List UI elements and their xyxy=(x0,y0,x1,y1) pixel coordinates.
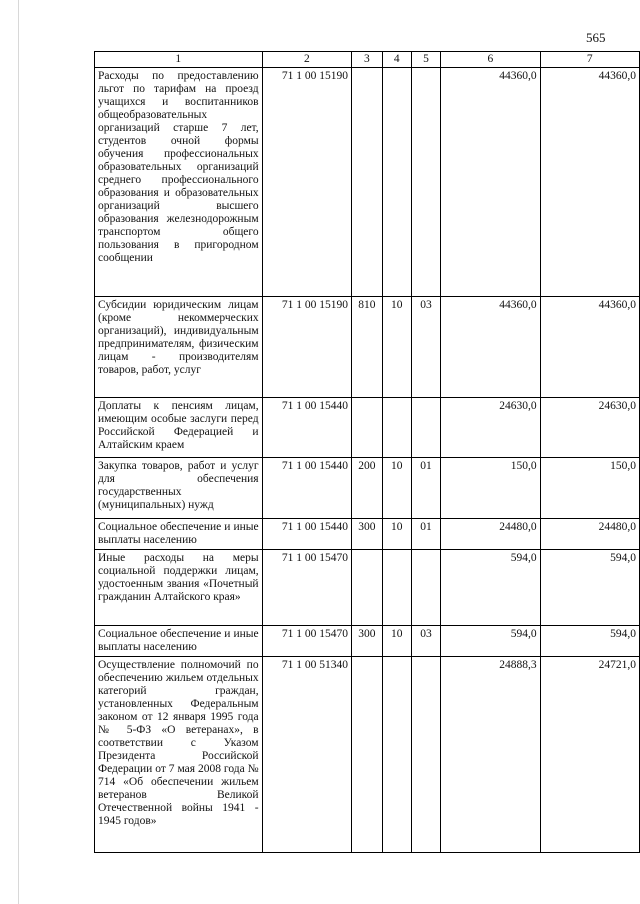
expense-type-cell xyxy=(352,67,383,296)
section-cell xyxy=(382,656,411,852)
page-number: 565 xyxy=(586,30,606,45)
section-cell xyxy=(382,67,411,296)
table-row xyxy=(95,67,640,296)
target-code-cell: 71 1 00 51340 xyxy=(262,656,351,852)
section-cell xyxy=(382,397,411,457)
header-cell: 2 xyxy=(262,52,351,68)
header-row xyxy=(95,52,640,68)
target-code-cell: 71 1 00 15190 xyxy=(262,67,351,296)
expense-type-cell xyxy=(352,549,383,625)
amount-cell: 24888,3 xyxy=(441,656,540,852)
subsection-cell: 03 xyxy=(411,625,440,656)
description-cell: Иные расходы на меры социальной поддержки лицам, удостоенным звания «Почетный гражданин Алтайского края» xyxy=(95,549,263,625)
target-code-cell: 71 1 00 15440 xyxy=(262,518,351,549)
subsection-cell xyxy=(411,397,440,457)
table-row xyxy=(95,549,640,625)
header-cell: 7 xyxy=(540,52,639,68)
description-cell: Социальное обеспечение и иные выплаты населению xyxy=(95,518,263,549)
subsection-cell xyxy=(411,656,440,852)
section-cell: 10 xyxy=(382,296,411,397)
table-row xyxy=(95,656,640,852)
description-cell: Доплаты к пенсиям лицам, имеющим особые заслуги перед Российской Федерацией и Алтайским краем xyxy=(95,397,263,457)
amount-cell: 594,0 xyxy=(540,625,639,656)
description-cell: Осуществление полномочий по обеспечению жильем отдельных категорий граждан, установленных Федеральным законом от 12 января 1995 года № 5-ФЗ «О ветеранах», в соответствии с Указом Президента Российской Федерации от 7 мая 2008 года № 714 «Об обеспечении жильем ветеранов Великой Отечественной войны 1941 - 1945 годов» xyxy=(95,656,263,852)
amount-cell: 44360,0 xyxy=(540,67,639,296)
expense-type-cell: 300 xyxy=(352,625,383,656)
target-code-cell: 71 1 00 15470 xyxy=(262,549,351,625)
expense-type-cell: 200 xyxy=(352,457,383,518)
description-cell: Закупка товаров, работ и услуг для обеспечения государственных (муниципальных) нужд xyxy=(95,457,263,518)
header-cell: 1 xyxy=(95,52,263,68)
section-cell: 10 xyxy=(382,518,411,549)
budget-table xyxy=(94,51,640,853)
amount-cell: 594,0 xyxy=(540,549,639,625)
section-cell xyxy=(382,549,411,625)
table-row xyxy=(95,457,640,518)
amount-cell: 594,0 xyxy=(441,549,540,625)
subsection-cell xyxy=(411,549,440,625)
amount-cell: 24721,0 xyxy=(540,656,639,852)
amount-cell: 24630,0 xyxy=(540,397,639,457)
subsection-cell: 01 xyxy=(411,457,440,518)
amount-cell: 24630,0 xyxy=(441,397,540,457)
expense-type-cell: 300 xyxy=(352,518,383,549)
section-cell: 10 xyxy=(382,625,411,656)
header-cell: 6 xyxy=(441,52,540,68)
target-code-cell: 71 1 00 15470 xyxy=(262,625,351,656)
header-cell: 4 xyxy=(382,52,411,68)
subsection-cell: 01 xyxy=(411,518,440,549)
subsection-cell: 03 xyxy=(411,296,440,397)
target-code-cell: 71 1 00 15440 xyxy=(262,457,351,518)
expense-type-cell xyxy=(352,397,383,457)
amount-cell: 24480,0 xyxy=(540,518,639,549)
amount-cell: 150,0 xyxy=(441,457,540,518)
table-row xyxy=(95,625,640,656)
amount-cell: 44360,0 xyxy=(441,296,540,397)
table-row xyxy=(95,518,640,549)
subsection-cell xyxy=(411,67,440,296)
header-cell: 5 xyxy=(411,52,440,68)
table-row xyxy=(95,296,640,397)
target-code-cell: 71 1 00 15440 xyxy=(262,397,351,457)
amount-cell: 150,0 xyxy=(540,457,639,518)
expense-type-cell xyxy=(352,656,383,852)
amount-cell: 44360,0 xyxy=(441,67,540,296)
amount-cell: 594,0 xyxy=(441,625,540,656)
description-cell: Социальное обеспечение и иные выплаты населению xyxy=(95,625,263,656)
scan-edge-line xyxy=(18,0,19,904)
expense-type-cell: 810 xyxy=(352,296,383,397)
table-row xyxy=(95,397,640,457)
description-cell: Субсидии юридическим лицам (кроме некоммерческих организаций), индивидуальным предпринимателям, физическим лицам - производителям товаров, работ, услуг xyxy=(95,296,263,397)
section-cell: 10 xyxy=(382,457,411,518)
target-code-cell: 71 1 00 15190 xyxy=(262,296,351,397)
amount-cell: 44360,0 xyxy=(540,296,639,397)
amount-cell: 24480,0 xyxy=(441,518,540,549)
header-cell: 3 xyxy=(352,52,383,68)
description-cell: Расходы по предоставлению льгот по тарифам на проезд учащихся и воспитанников общеобразовательных организаций старше 7 лет, студентов очной формы обучения профессиональных образовательных организаций среднего профессионального образования и образовательных организаций высшего образования железнодорожным транспортом общего пользования в пригородном сообщении xyxy=(95,67,263,296)
